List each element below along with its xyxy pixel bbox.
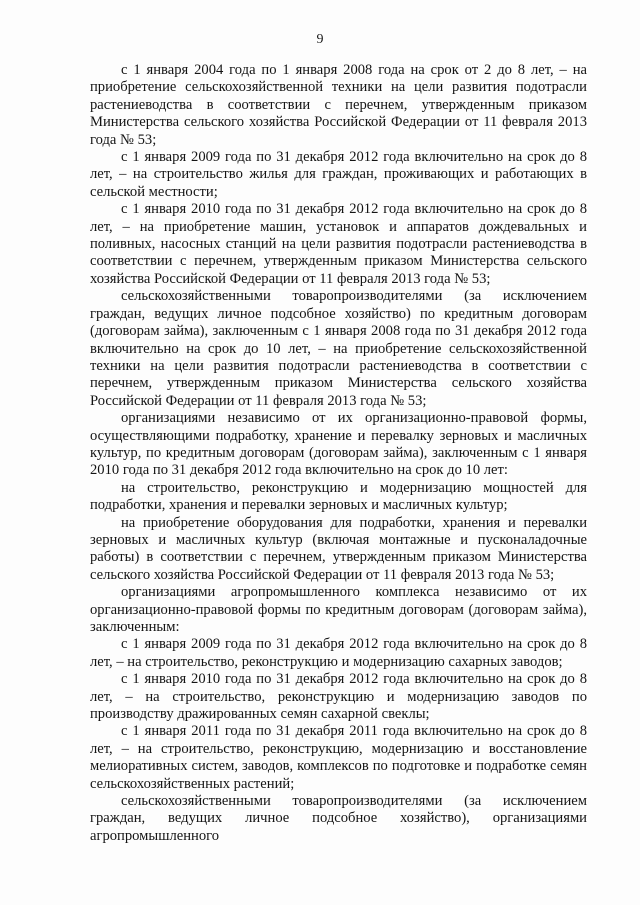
paragraph-4: сельскохозяйственными товаропроизводителями (за исключением граждан, ведущих личное подсобное хозяйство) по кредитным договорам (договорам займа), заключенным с 1 января 2008 года по 31 декабря 2012 года включительно на срок до 10 лет, – на приобретение сельскохозяйственной техники на цели развития подотрасли растениеводства в соответствии с перечнем, утвержденным приказом Министерства сельского хозяйства Российской Федерации от 11 февраля 2013 года № 53; [90,288,587,409]
paragraph-7: на приобретение оборудования для подработки, хранения и перевалки зерновых и масличных культур (включая монтажные и пусконаладочные работы) в соответствии с перечнем, утвержденным приказом Министерства сельского хозяйства Российской Федерации от 11 февраля 2013 года № 53; [90,514,587,583]
paragraph-11: с 1 января 2011 года по 31 декабря 2011 года включительно на срок до 8 лет, – на строительство, реконструкцию, модернизацию и восстановление мелиоративных систем, заводов, комплексов по подготовке и подработке семян сельскохозяйственных растений; [90,723,587,792]
paragraph-10: с 1 января 2010 года по 31 декабря 2012 года включительно на срок до 8 лет, – на строительство, реконструкцию и модернизацию заводов по производству дражированных семян сахарной свеклы; [90,671,587,723]
document-body [90,62,587,845]
paragraph-3: с 1 января 2010 года по 31 декабря 2012 года включительно на срок до 8 лет, – на приобретение машин, установок и аппаратов дождевальных и поливных, насосных станций на цели развития подотрасли растениеводства в соответствии с перечнем, утвержденным приказом Министерства сельского хозяйства Российской Федерации от 11 февраля 2013 года № 53; [90,201,587,287]
paragraph-2: с 1 января 2009 года по 31 декабря 2012 года включительно на срок до 8 лет, – на строительство жилья для граждан, проживающих и работающих в сельской местности; [90,149,587,200]
paragraph-5: организациями независимо от их организационно-правовой формы, осуществляющими подработку, хранение и перевалку зерновых и масличных культур, по кредитным договорам (договорам займа), заключенным с 1 января 2010 года по 31 декабря 2012 года включительно на срок до 10 лет: [90,410,587,479]
paragraph-9: с 1 января 2009 года по 31 декабря 2012 года включительно на срок до 8 лет, – на строительство, реконструкцию и модернизацию сахарных заводов; [90,636,587,670]
paragraph-6: на строительство, реконструкцию и модернизацию мощностей для подработки, хранения и перевалки зерновых и масличных культур; [90,479,587,514]
page-number: 9 [316,32,324,47]
paragraph-1: с 1 января 2004 года по 1 января 2008 года на срок от 2 до 8 лет, – на приобретение сельскохозяйственной техники на цели развития подотрасли растениеводства в соответствии с перечнем, утвержденным приказом Министерства сельского хозяйства Российской Федерации от 11 февраля 2013 года № 53; [90,62,587,148]
paragraph-12: сельскохозяйственными товаропроизводителями (за исключением граждан, ведущих личное подсобное хозяйство), организациями агропромышленного [90,793,587,844]
paragraph-8: организациями агропромышленного комплекса независимо от их организационно-правовой формы по кредитным договорам (договорам займа), заключенным: [90,584,587,635]
